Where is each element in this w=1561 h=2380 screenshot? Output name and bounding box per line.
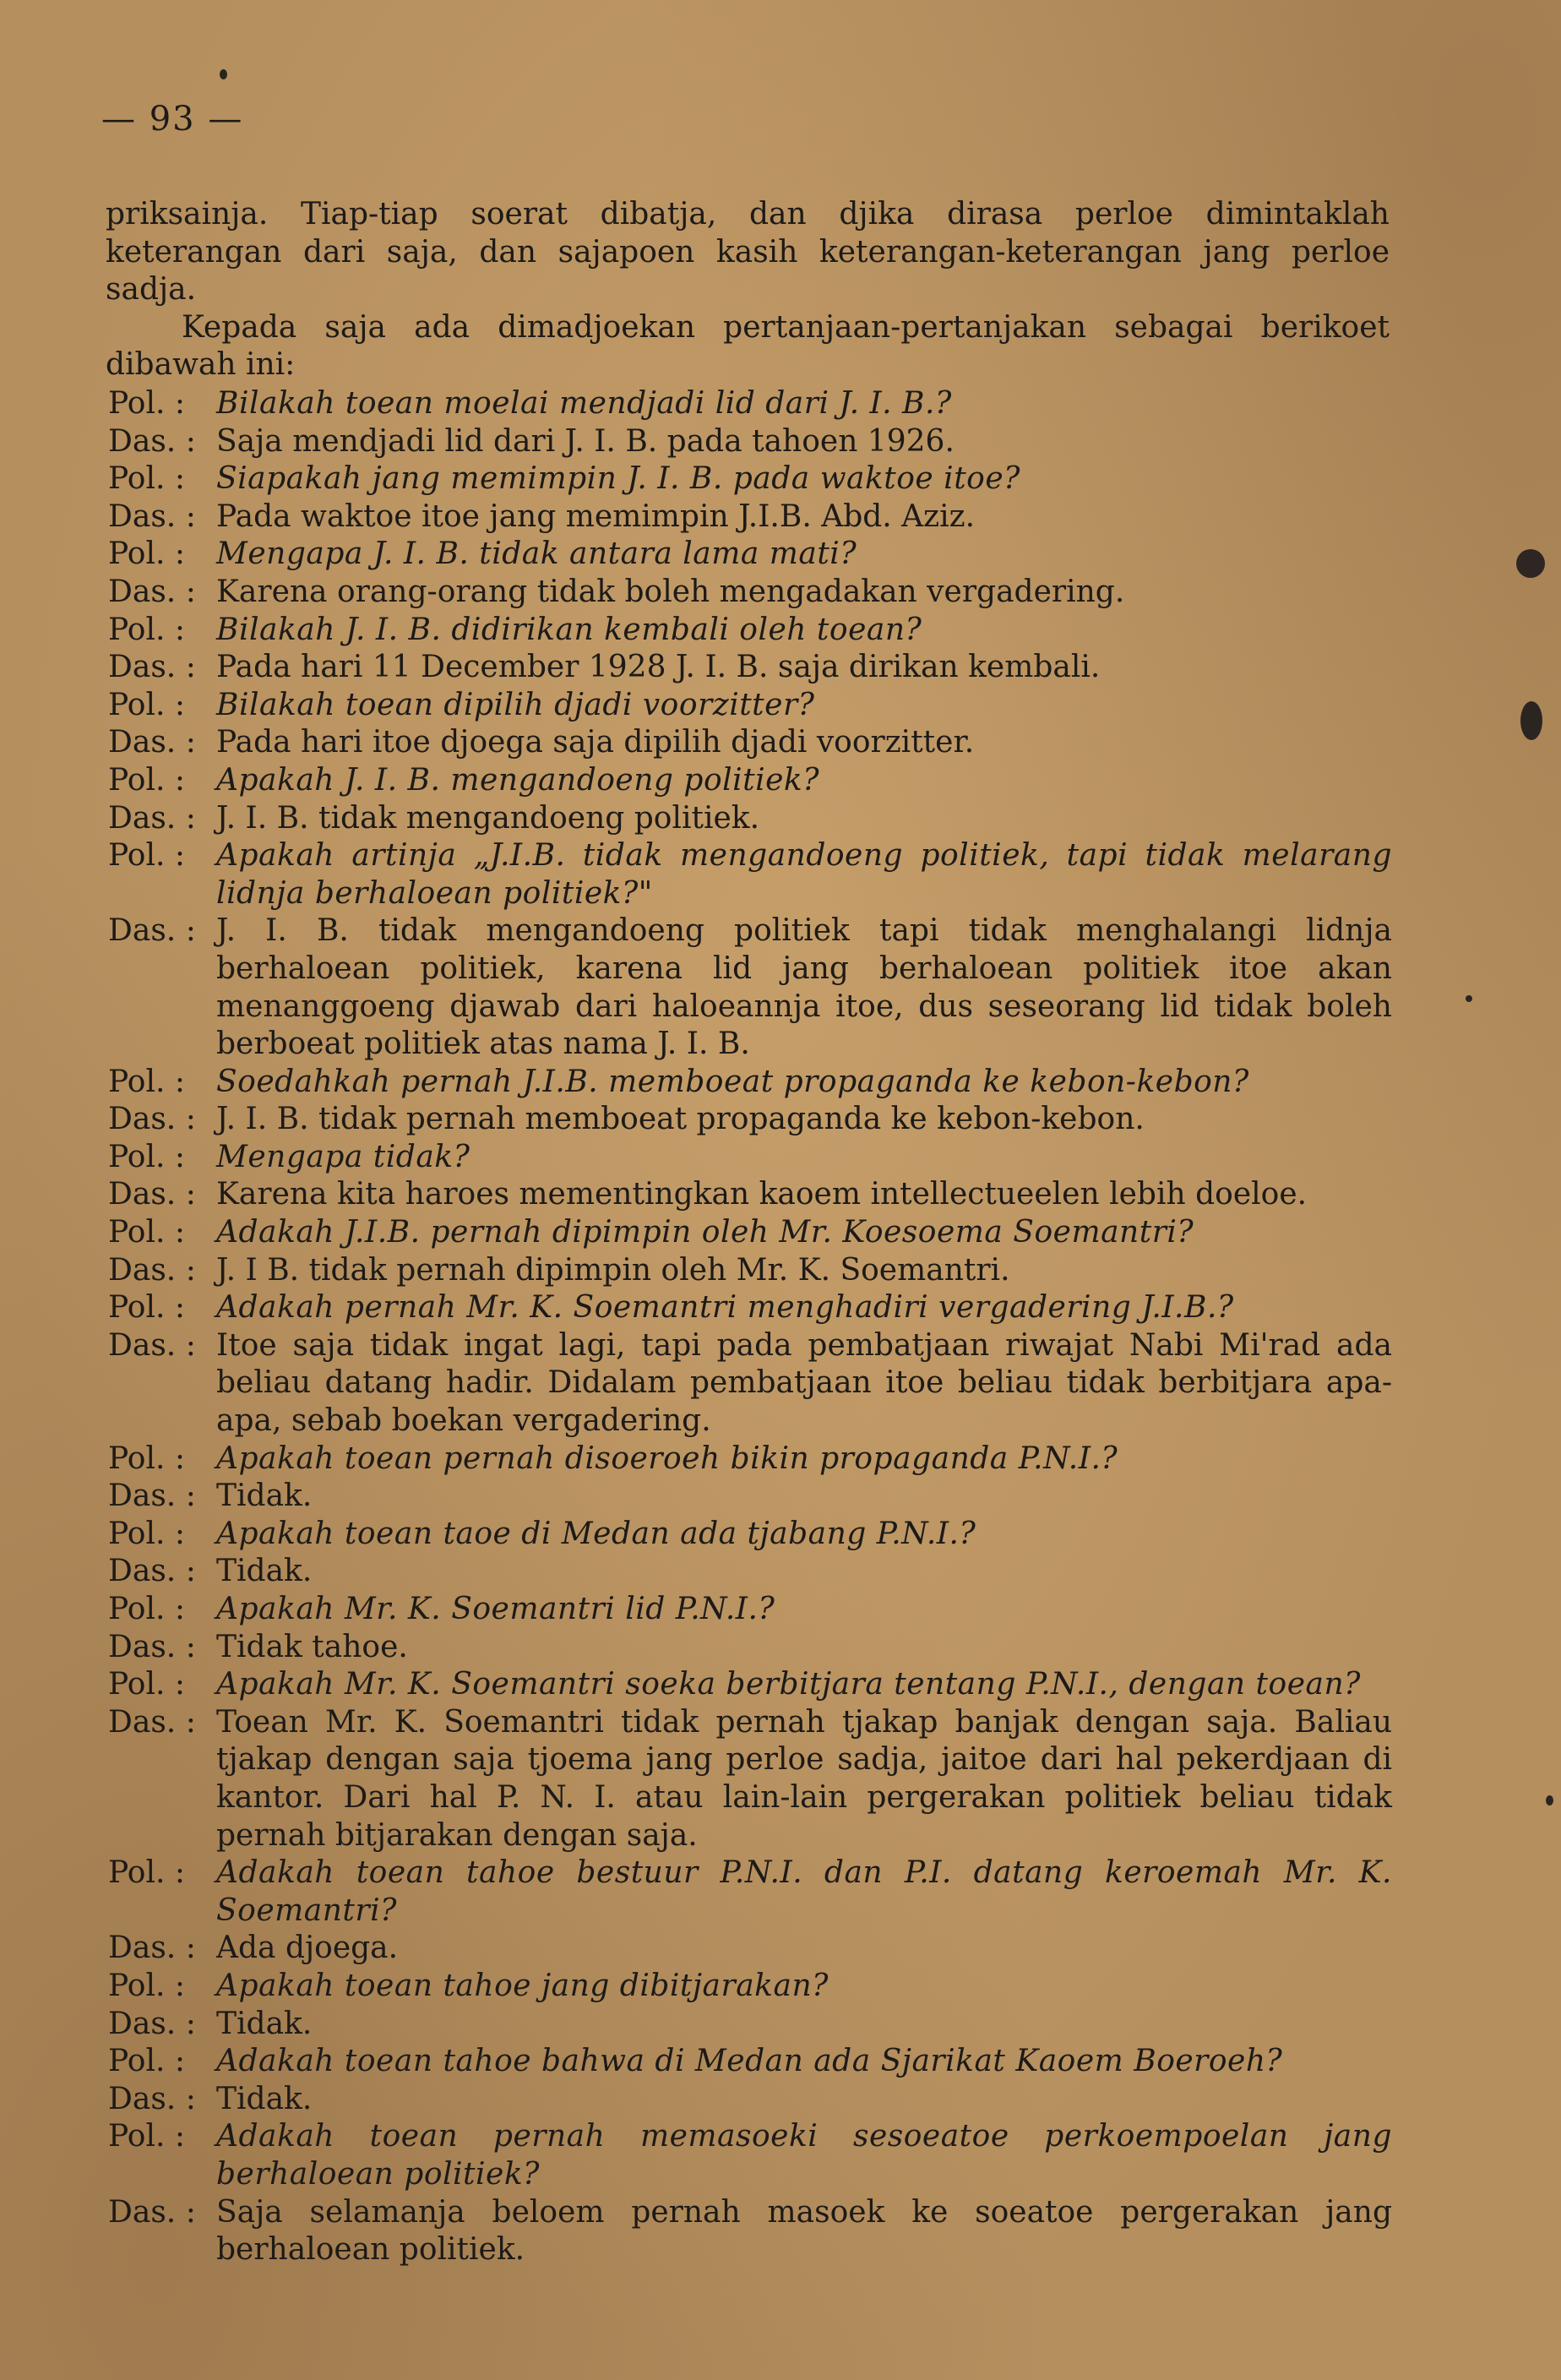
answer-text: Toean Mr. K. Soemantri tidak pernah tjakap banjak dengan saja. Baliau tjakap dengan saja tjoema jang perloe sadja, jaitoe dari hal pekerdjaan di kantor. Dari hal P. N. I. atau lain-lain pergerakan politiek beliau tidak pernah bitjarakan dengan saja. <box>216 1704 1392 1853</box>
speaker-label: Das. : <box>108 1629 196 1664</box>
dialogue-row <box>108 762 1392 800</box>
question-text: Bilakah J. I. B. didirikan kembali oleh toean? <box>216 612 922 647</box>
question-text: Adakah toean tahoe bestuur P.N.I. dan P.I. datang keroemah Mr. K. Soemantri? <box>216 1855 1392 1928</box>
answer-text: Tidak. <box>216 2081 313 2116</box>
dialogue-row <box>108 649 1392 687</box>
dialogue-row <box>108 1441 1392 1479</box>
dialogue-row <box>108 1327 1392 1441</box>
dialogue-row <box>108 2194 1392 2269</box>
speaker-label: Das. : <box>108 1931 196 1966</box>
speaker-label: Pol. : <box>108 1064 185 1099</box>
dialogue-row <box>108 1101 1392 1139</box>
answer-text: Saja selamanja beloem pernah masoek ke soeatoe pergerakan jang berhaloean politiek. <box>216 2194 1392 2268</box>
dialogue-row <box>108 1553 1392 1591</box>
dialogue-row <box>108 724 1392 762</box>
dialogue-row <box>108 1214 1392 1252</box>
speaker-label: Das. : <box>108 423 196 459</box>
speaker-label: Das. : <box>108 1704 196 1740</box>
speaker-label: Das. : <box>108 725 196 760</box>
speaker-label: Pol. : <box>108 2119 185 2154</box>
question-text: Soedahkah pernah J.I.B. memboeat propaganda ke kebon-kebon? <box>216 1064 1249 1099</box>
speaker-label: Pol. : <box>108 536 185 572</box>
question-text: Apakah toean tahoe jang dibitjarakan? <box>216 1968 829 2003</box>
question-text: Bilakah toean moelai mendjadi lid dari J. I. B.? <box>216 386 952 421</box>
speaker-label: Pol. : <box>108 838 185 874</box>
ink-speck <box>1466 995 1472 1002</box>
speaker-label: Das. : <box>108 2081 196 2116</box>
speaker-label: Das. : <box>108 1252 196 1288</box>
question-text: Apakah toean pernah disoeroeh bikin propaganda P.N.I.? <box>216 1441 1118 1476</box>
speaker-label: Pol. : <box>108 1855 185 1891</box>
answer-text: Pada hari itoe djoega saja dipilih djadi voorzitter. <box>216 725 975 760</box>
answer-text: Tidak. <box>216 1554 313 1589</box>
ink-speck <box>1520 701 1542 740</box>
answer-text: J. I. B. tidak pernah memboeat propaganda ke kebon-kebon. <box>216 1102 1145 1137</box>
speaker-label: Pol. : <box>108 762 185 798</box>
answer-text: Karena orang-orang tidak boleh mengadakan vergadering. <box>216 574 1125 609</box>
speaker-label: Pol. : <box>108 461 185 497</box>
speaker-label: Das. : <box>108 1554 196 1589</box>
answer-text: Pada hari 11 December 1928 J. I. B. saja dirikan kembali. <box>216 650 1101 685</box>
interrogation-dialogue <box>108 385 1392 2269</box>
dialogue-row <box>108 423 1392 461</box>
dialogue-row <box>108 1591 1392 1629</box>
dialogue-row <box>108 2081 1392 2119</box>
dialogue-row <box>108 1064 1392 1102</box>
dialogue-row <box>108 2043 1392 2081</box>
dialogue-row <box>108 536 1392 574</box>
speaker-label: Pol. : <box>108 1215 185 1250</box>
question-text: Adakah J.I.B. pernah dipimpin oleh Mr. Koesoema Soemantri? <box>216 1215 1194 1250</box>
speaker-label: Pol. : <box>108 1968 185 2003</box>
question-text: Mengapa tidak? <box>216 1139 470 1174</box>
dialogue-row <box>108 1176 1392 1214</box>
page-number: — 93 — <box>101 100 244 139</box>
dialogue-row <box>108 385 1392 423</box>
dialogue-row <box>108 1930 1392 1968</box>
dialogue-row <box>108 1252 1392 1290</box>
question-text: Apakah toean taoe di Medan ada tjabang P.N.I.? <box>216 1516 976 1551</box>
dialogue-row <box>108 1478 1392 1516</box>
ink-speck <box>1516 549 1545 578</box>
answer-text: Ada djoega. <box>216 1931 399 1966</box>
dialogue-row <box>108 687 1392 725</box>
ink-speck <box>220 69 227 79</box>
question-text: Apakah artinja „J.I.B. tidak mengandoeng politiek, tapi tidak melarang lidnja berhaloean politiek?" <box>216 838 1392 911</box>
dialogue-row <box>108 612 1392 650</box>
speaker-label: Pol. : <box>108 687 185 722</box>
answer-text: Saja mendjadi lid dari J. I. B. pada tahoen 1926. <box>216 423 955 459</box>
question-text: Apakah J. I. B. mengandoeng politiek? <box>216 762 820 798</box>
speaker-label: Pol. : <box>108 1667 185 1702</box>
answer-text: J. I B. tidak pernah dipimpin oleh Mr. K. Soemantri. <box>216 1252 1010 1288</box>
question-text: Adakah toean tahoe bahwa di Medan ada Sjarikat Kaoem Boeroeh? <box>216 2044 1283 2079</box>
speaker-label: Das. : <box>108 1102 196 1137</box>
dialogue-row <box>108 837 1392 912</box>
dialogue-row <box>108 574 1392 612</box>
speaker-label: Pol. : <box>108 612 185 647</box>
speaker-label: Das. : <box>108 574 196 609</box>
dialogue-row <box>108 2006 1392 2044</box>
dialogue-row <box>108 1139 1392 1177</box>
dialogue-row <box>108 460 1392 498</box>
dialogue-row <box>108 912 1392 1063</box>
speaker-label: Das. : <box>108 800 196 836</box>
answer-text: J. I. B. tidak mengandoeng politiek. <box>216 800 760 836</box>
dialogue-row <box>108 498 1392 536</box>
speaker-label: Das. : <box>108 498 196 534</box>
speaker-label: Das. : <box>108 1327 196 1363</box>
answer-text: Tidak tahoe. <box>216 1629 408 1664</box>
dialogue-row <box>108 800 1392 838</box>
speaker-label: Pol. : <box>108 1592 185 1626</box>
question-text: Adakah toean pernah memasoeki sesoeatoe perkoempoelan jang berhaloean politiek? <box>216 2119 1392 2192</box>
speaker-label: Pol. : <box>108 386 185 421</box>
question-text: Apakah Mr. K. Soemantri lid P.N.I.? <box>216 1592 775 1626</box>
ink-speck <box>1546 1795 1553 1805</box>
speaker-label: Das. : <box>108 1177 196 1212</box>
question-text: Siapakah jang memimpin J. I. B. pada waktoe itoe? <box>216 461 1020 497</box>
speaker-label: Das. : <box>108 913 196 949</box>
answer-text: Pada waktoe itoe jang memimpin J.I.B. Abd. Aziz. <box>216 498 976 534</box>
answer-text: Tidak. <box>216 1479 313 1514</box>
question-text: Mengapa J. I. B. tidak antara lama mati? <box>216 536 857 572</box>
question-text: Apakah Mr. K. Soemantri soeka berbitjara tentang P.N.I., dengan toean? <box>216 1667 1361 1702</box>
dialogue-row <box>108 1854 1392 1930</box>
speaker-label: Pol. : <box>108 1441 185 1476</box>
speaker-label: Das. : <box>108 1479 196 1514</box>
question-text: Bilakah toean dipilih djadi voorzitter? <box>216 687 815 722</box>
speaker-label: Das. : <box>108 2194 196 2230</box>
intro-text <box>106 196 1390 384</box>
dialogue-row <box>108 1629 1392 1667</box>
answer-text: Itoe saja tidak ingat lagi, tapi pada pembatjaan riwajat Nabi Mi'rad ada beliau datang hadir. Didalam pembatjaan itoe beliau tidak berbitjara apa-apa, sebab boekan vergadering. <box>216 1327 1392 1439</box>
speaker-label: Pol. : <box>108 1290 185 1326</box>
speaker-label: Das. : <box>108 2006 196 2041</box>
speaker-label: Pol. : <box>108 2044 185 2079</box>
dialogue-row <box>108 2118 1392 2193</box>
speaker-label: Pol. : <box>108 1516 185 1551</box>
question-text: Adakah pernah Mr. K. Soemantri menghadiri vergadering J.I.B.? <box>216 1290 1234 1326</box>
speaker-label: Das. : <box>108 650 196 685</box>
dialogue-row <box>108 1516 1392 1554</box>
intro-paragraph-2: Kepada saja ada dimadjoekan pertanjaan-pertanjakan sebagai berikoet dibawah ini: <box>106 309 1390 383</box>
answer-text: Tidak. <box>216 2006 313 2041</box>
dialogue-row <box>108 1968 1392 2006</box>
dialogue-row <box>108 1289 1392 1327</box>
dialogue-row <box>108 1704 1392 1854</box>
answer-text: Karena kita haroes mementingkan kaoem intellectueelen lebih doeloe. <box>216 1177 1308 1212</box>
dialogue-row <box>108 1666 1392 1704</box>
speaker-label: Pol. : <box>108 1139 185 1174</box>
answer-text: J. I. B. tidak mengandoeng politiek tapi tidak menghalangi lidnja berhaloean politiek, karena lid jang berhaloean politiek itoe akan menanggoeng djawab dari haloeannja itoe, dus seseorang lid tidak boleh berboeat politiek atas nama J. I. B. <box>216 913 1392 1062</box>
intro-paragraph-1: priksainja. Tiap-tiap soerat dibatja, dan djika dirasa perloe dimintaklah keterangan dari saja, dan sajapoen kasih keterangan-keterangan jang perloe sadja. <box>106 197 1390 308</box>
